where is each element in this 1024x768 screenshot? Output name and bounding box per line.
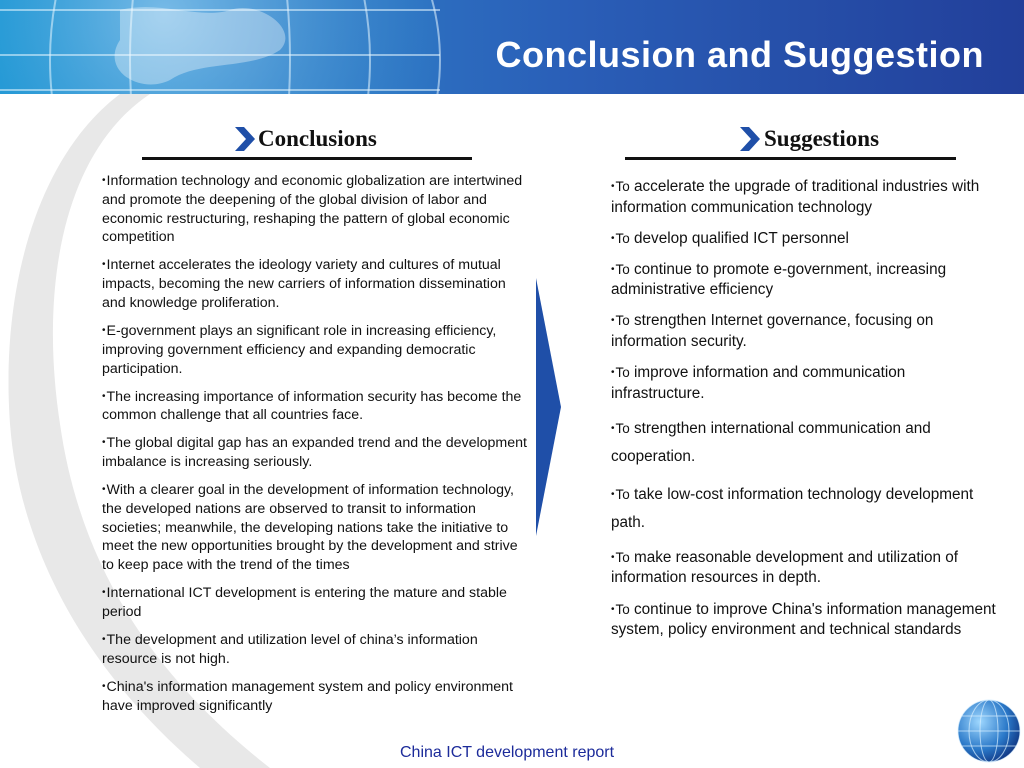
bullet-icon: • — [611, 367, 615, 379]
conclusions-heading — [232, 124, 472, 158]
list-item-text: E-government plays an significant role in increasing efficiency, improving government efficiency and expanding democratic participation. — [102, 322, 497, 377]
list-item-prefix: To — [615, 261, 630, 277]
suggestions-underline — [625, 157, 956, 160]
bullet-icon: • — [611, 315, 615, 327]
list-item-text: China's information management system and policy environment have improved significantly — [102, 678, 513, 714]
list-item-text: strengthen Internet governance, focusing on information security. — [611, 312, 934, 351]
list-item — [611, 311, 1003, 352]
list-item — [611, 415, 1003, 471]
conclusions-list — [102, 172, 530, 725]
bullet-icon: • — [611, 422, 615, 434]
list-item-text: strengthen international communication and cooperation. — [611, 419, 931, 465]
list-item — [102, 322, 530, 378]
bullet-icon: • — [102, 634, 106, 646]
list-item-text: develop qualified ICT personnel — [634, 229, 849, 247]
list-item — [611, 260, 1003, 301]
list-item-text: continue to promote e-government, increasing administrative efficiency — [611, 260, 947, 299]
list-item-text: The global digital gap has an expanded trend and the development imbalance is increasing seriously. — [102, 435, 527, 471]
bullet-icon: • — [102, 437, 106, 449]
list-item — [102, 434, 530, 472]
list-item — [102, 678, 530, 716]
chevron-right-icon — [232, 126, 256, 152]
bullet-icon: • — [611, 603, 615, 615]
list-item-prefix: To — [615, 420, 630, 436]
conclusions-label: Conclusions — [258, 126, 377, 151]
list-item-text: International ICT development is entering the mature and stable period — [102, 585, 507, 621]
list-item — [102, 388, 530, 426]
list-item — [102, 481, 530, 575]
list-item-prefix: To — [615, 179, 630, 194]
list-item-text: The development and utilization level of china’s information resource is not high. — [102, 632, 478, 667]
list-item-text: Information technology and economic globalization are intertwined and promote the deepening of the global division of labor and economic restructuring, reshaping the pattern of global economic competition — [102, 173, 523, 246]
list-item-text: With a clearer goal in the development of information technology, the developed nations are observed to transit to information societies; meanwhile, the developing nations take the initiative to meet the new opportunities brought by the development and strive to keep pace with the trend of the times — [102, 482, 518, 574]
bullet-icon: • — [102, 390, 106, 402]
list-item-text: continue to improve China's information management system, policy environment and technical standards — [611, 600, 996, 639]
bullet-icon: • — [102, 175, 106, 186]
list-item-text: Internet accelerates the ideology variety and cultures of mutual impacts, becoming the new carriers of information dissemination and knowledge proliferation. — [102, 257, 506, 311]
list-item-text: take low-cost information technology development path. — [611, 486, 974, 532]
bullet-icon: • — [611, 181, 615, 192]
list-item-prefix: To — [615, 549, 630, 565]
list-item — [611, 363, 1003, 404]
list-item — [611, 548, 1003, 589]
list-item-prefix: To — [615, 230, 630, 246]
globe-icon — [956, 698, 1022, 764]
suggestions-list — [611, 177, 1003, 651]
bullet-icon: • — [102, 680, 106, 692]
list-item — [102, 584, 530, 622]
suggestions-label: Suggestions — [764, 126, 880, 151]
list-item — [102, 172, 530, 247]
bullet-icon: • — [102, 324, 106, 336]
page-title: Conclusion and Suggestion — [495, 34, 984, 75]
chevron-right-icon — [737, 126, 761, 152]
conclusions-underline — [142, 157, 472, 160]
bullet-icon: • — [102, 484, 106, 496]
list-item — [102, 256, 530, 312]
list-item — [611, 600, 1003, 641]
list-item — [102, 631, 530, 669]
list-item-text: accelerate the upgrade of traditional industries with information communication technology — [611, 178, 980, 216]
list-item-prefix: To — [615, 601, 630, 617]
list-item-prefix: To — [615, 365, 630, 381]
bullet-icon: • — [611, 232, 615, 244]
suggestions-heading — [737, 124, 957, 158]
bullet-icon: • — [102, 259, 106, 271]
list-item-text: The increasing importance of information security has become the common challenge that all countries face. — [102, 388, 522, 424]
list-item-text: improve information and communication infrastructure. — [611, 364, 906, 402]
list-item — [611, 481, 1003, 537]
list-item-prefix: To — [615, 313, 630, 329]
list-item-prefix: To — [615, 487, 630, 503]
list-item — [611, 177, 1003, 218]
footer-text: China ICT development report — [400, 744, 615, 761]
large-arrow-icon — [534, 278, 562, 536]
header-banner — [0, 0, 1024, 94]
bullet-icon: • — [611, 489, 615, 501]
list-item-text: make reasonable development and utilization of information resources in depth. — [611, 548, 959, 587]
bullet-icon: • — [611, 263, 615, 275]
bullet-icon: • — [611, 551, 615, 563]
bullet-icon: • — [102, 587, 106, 599]
list-item — [611, 229, 1003, 250]
